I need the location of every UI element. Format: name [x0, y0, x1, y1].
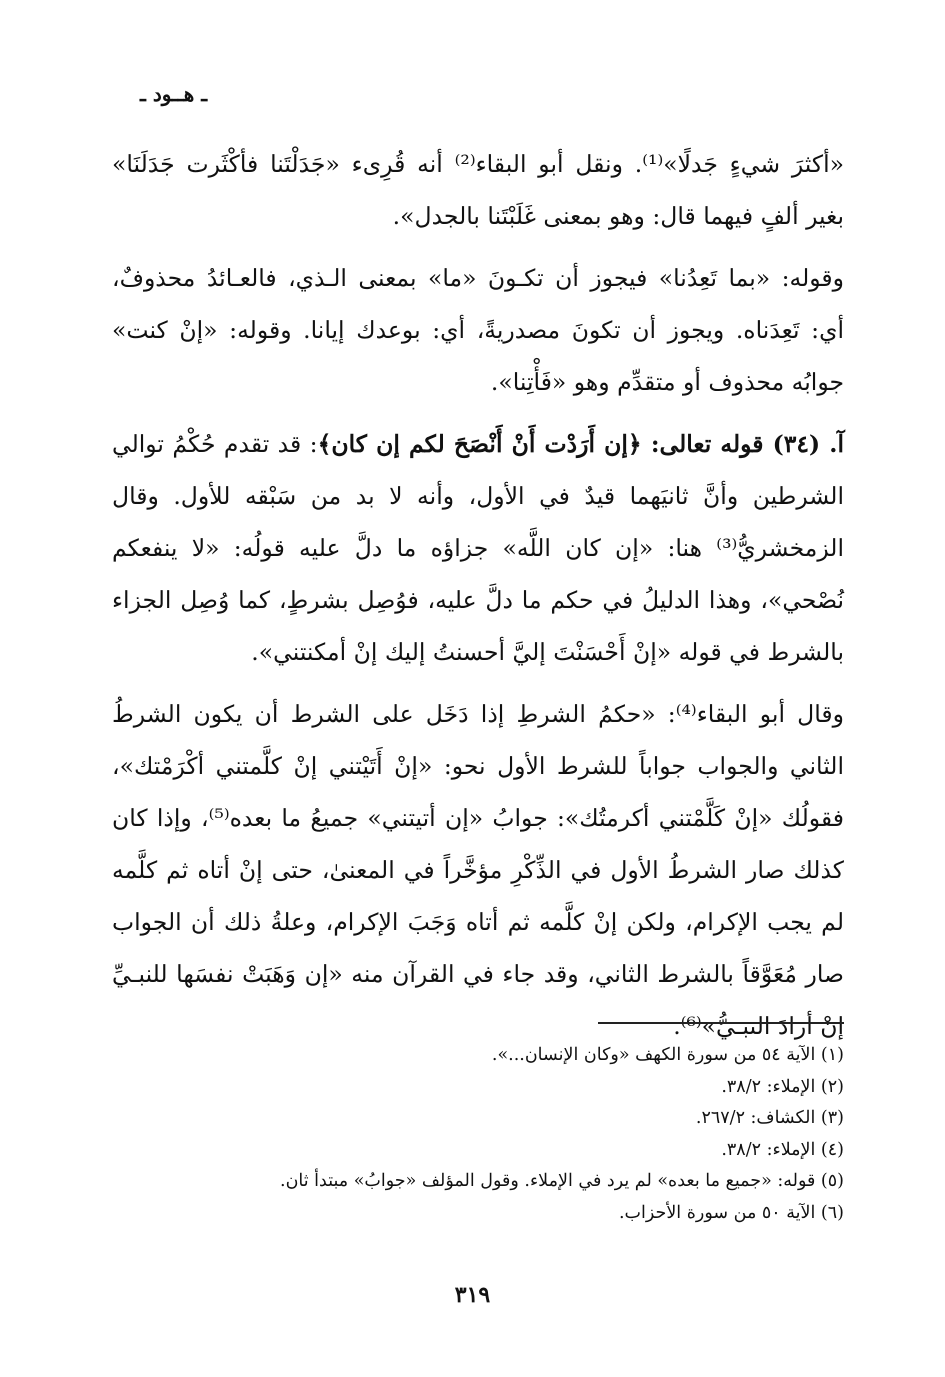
footnote-3: (٣) الكشاف: ٢٦٧/٢.	[695, 1108, 844, 1128]
paragraph-gap	[112, 678, 844, 688]
footnote-4: (٤) الإملاء: ٣٨/٢.	[721, 1139, 844, 1160]
paragraph-3	[112, 418, 844, 678]
footnote-separator	[598, 1022, 844, 1024]
paragraph-3-text: : قد تقدم حُكْمُ توالي الشرطين وأنَّ ثانيَهما قيدٌ في الأول، وأنه لا بد من سَبْقه للأول. وقال الزمخشريُّ⁽³⁾ هنا: «إن كان اللَّه» جزاؤه ما دلَّ عليه قولُه: «لا ينفعكم نُصْحي»، وهذا الدليلُ في حكم ما دلَّ عليه، فوُصِل بشرطٍ، كما وُصِل الجزاء بالشرط في قوله «إنْ أَحْسَنْتَ إليَّ أحسنتُ إليك إنْ أمكنتني».	[112, 430, 844, 666]
footnote-6: (٦) الآية ٥٠ من سورة الأحزاب.	[618, 1202, 844, 1223]
paragraph-gap	[112, 408, 844, 418]
page-number: ٣١٩	[454, 1282, 491, 1308]
running-header: ـ هــود ـ	[140, 82, 208, 106]
verse-heading: آ. (٣٤) قوله تعالى: ﴿إن أَرَدْت أَنْ أَنْصَحَ لكم إن كان﴾	[317, 430, 844, 458]
main-text	[112, 138, 844, 1052]
footnote-1: (١) الآية ٥٤ من سورة الكهف «وكان الإنسان...».	[491, 1045, 844, 1065]
paragraph-1: «أكثرَ شيءٍ جَدلًا»⁽¹⁾. ونقل أبو البقاء⁽²⁾ أنه قُرِىء «جَدَلْتَنا فأكْثَرت جَدَلَنَا» بغير ألفٍ فيهما قال: وهو بمعنى غَلَبْتَنا بالجدل».	[112, 150, 844, 230]
footnote-5: (٥) قوله: «جميع ما بعده» لم يرد في الإملاء. وقول المؤلف «جوابُ» مبتدأ ثان.	[280, 1171, 844, 1191]
footnotes	[140, 1040, 844, 1229]
paragraph-gap	[112, 242, 844, 252]
paragraph-2: وقوله: «بما تَعِدُنا» فيجوز أن تكـونَ «ما» بمعنى الـذي، فالعـائدُ محذوفٌ، أي: تَعِدَناه. ويجوز أن تكونَ مصدريةً، أي: بوعدك إيانا. وقوله: «إنْ كنت» جوابُه محذوف أو متقدِّم وهو «فَأْتِنا».	[112, 264, 844, 396]
footnote-2: (٢) الإملاء: ٣٨/٢.	[721, 1076, 844, 1097]
paragraph-4: وقال أبو البقاء⁽⁴⁾: «حكمُ الشرطِ إذا دَخَل على الشرط أن يكون الشرطُ الثاني والجواب جواباً للشرط الأول نحو: «إنْ أَتَيْتني إنْ كلَّمتني أكْرَمْتك»، فقولُك «إنْ كَلَّمْتني أكرمتُك»: جوابُ «إن أتيتني» جميعُ ما بعده⁽⁵⁾، وإذا كان كذلك صار الشرطُ الأول في الذِّكْرِ مؤخَّراً في المعنىٰ، حتى إنْ أتاه ثم كلَّمه لم يجب الإكرام، ولكن إنْ كلَّمه ثم أتاه وَجَبَ الإكرام، وعلةُ ذلك أن الجواب صار مُعَوَّقاً بالشرط الثاني، وقد جاء في القرآن منه «إن وَهَبَتْ نفسَها للنبـيِّ إنْ أرادَ النبـيُّ»⁽⁶⁾.	[112, 700, 845, 1040]
